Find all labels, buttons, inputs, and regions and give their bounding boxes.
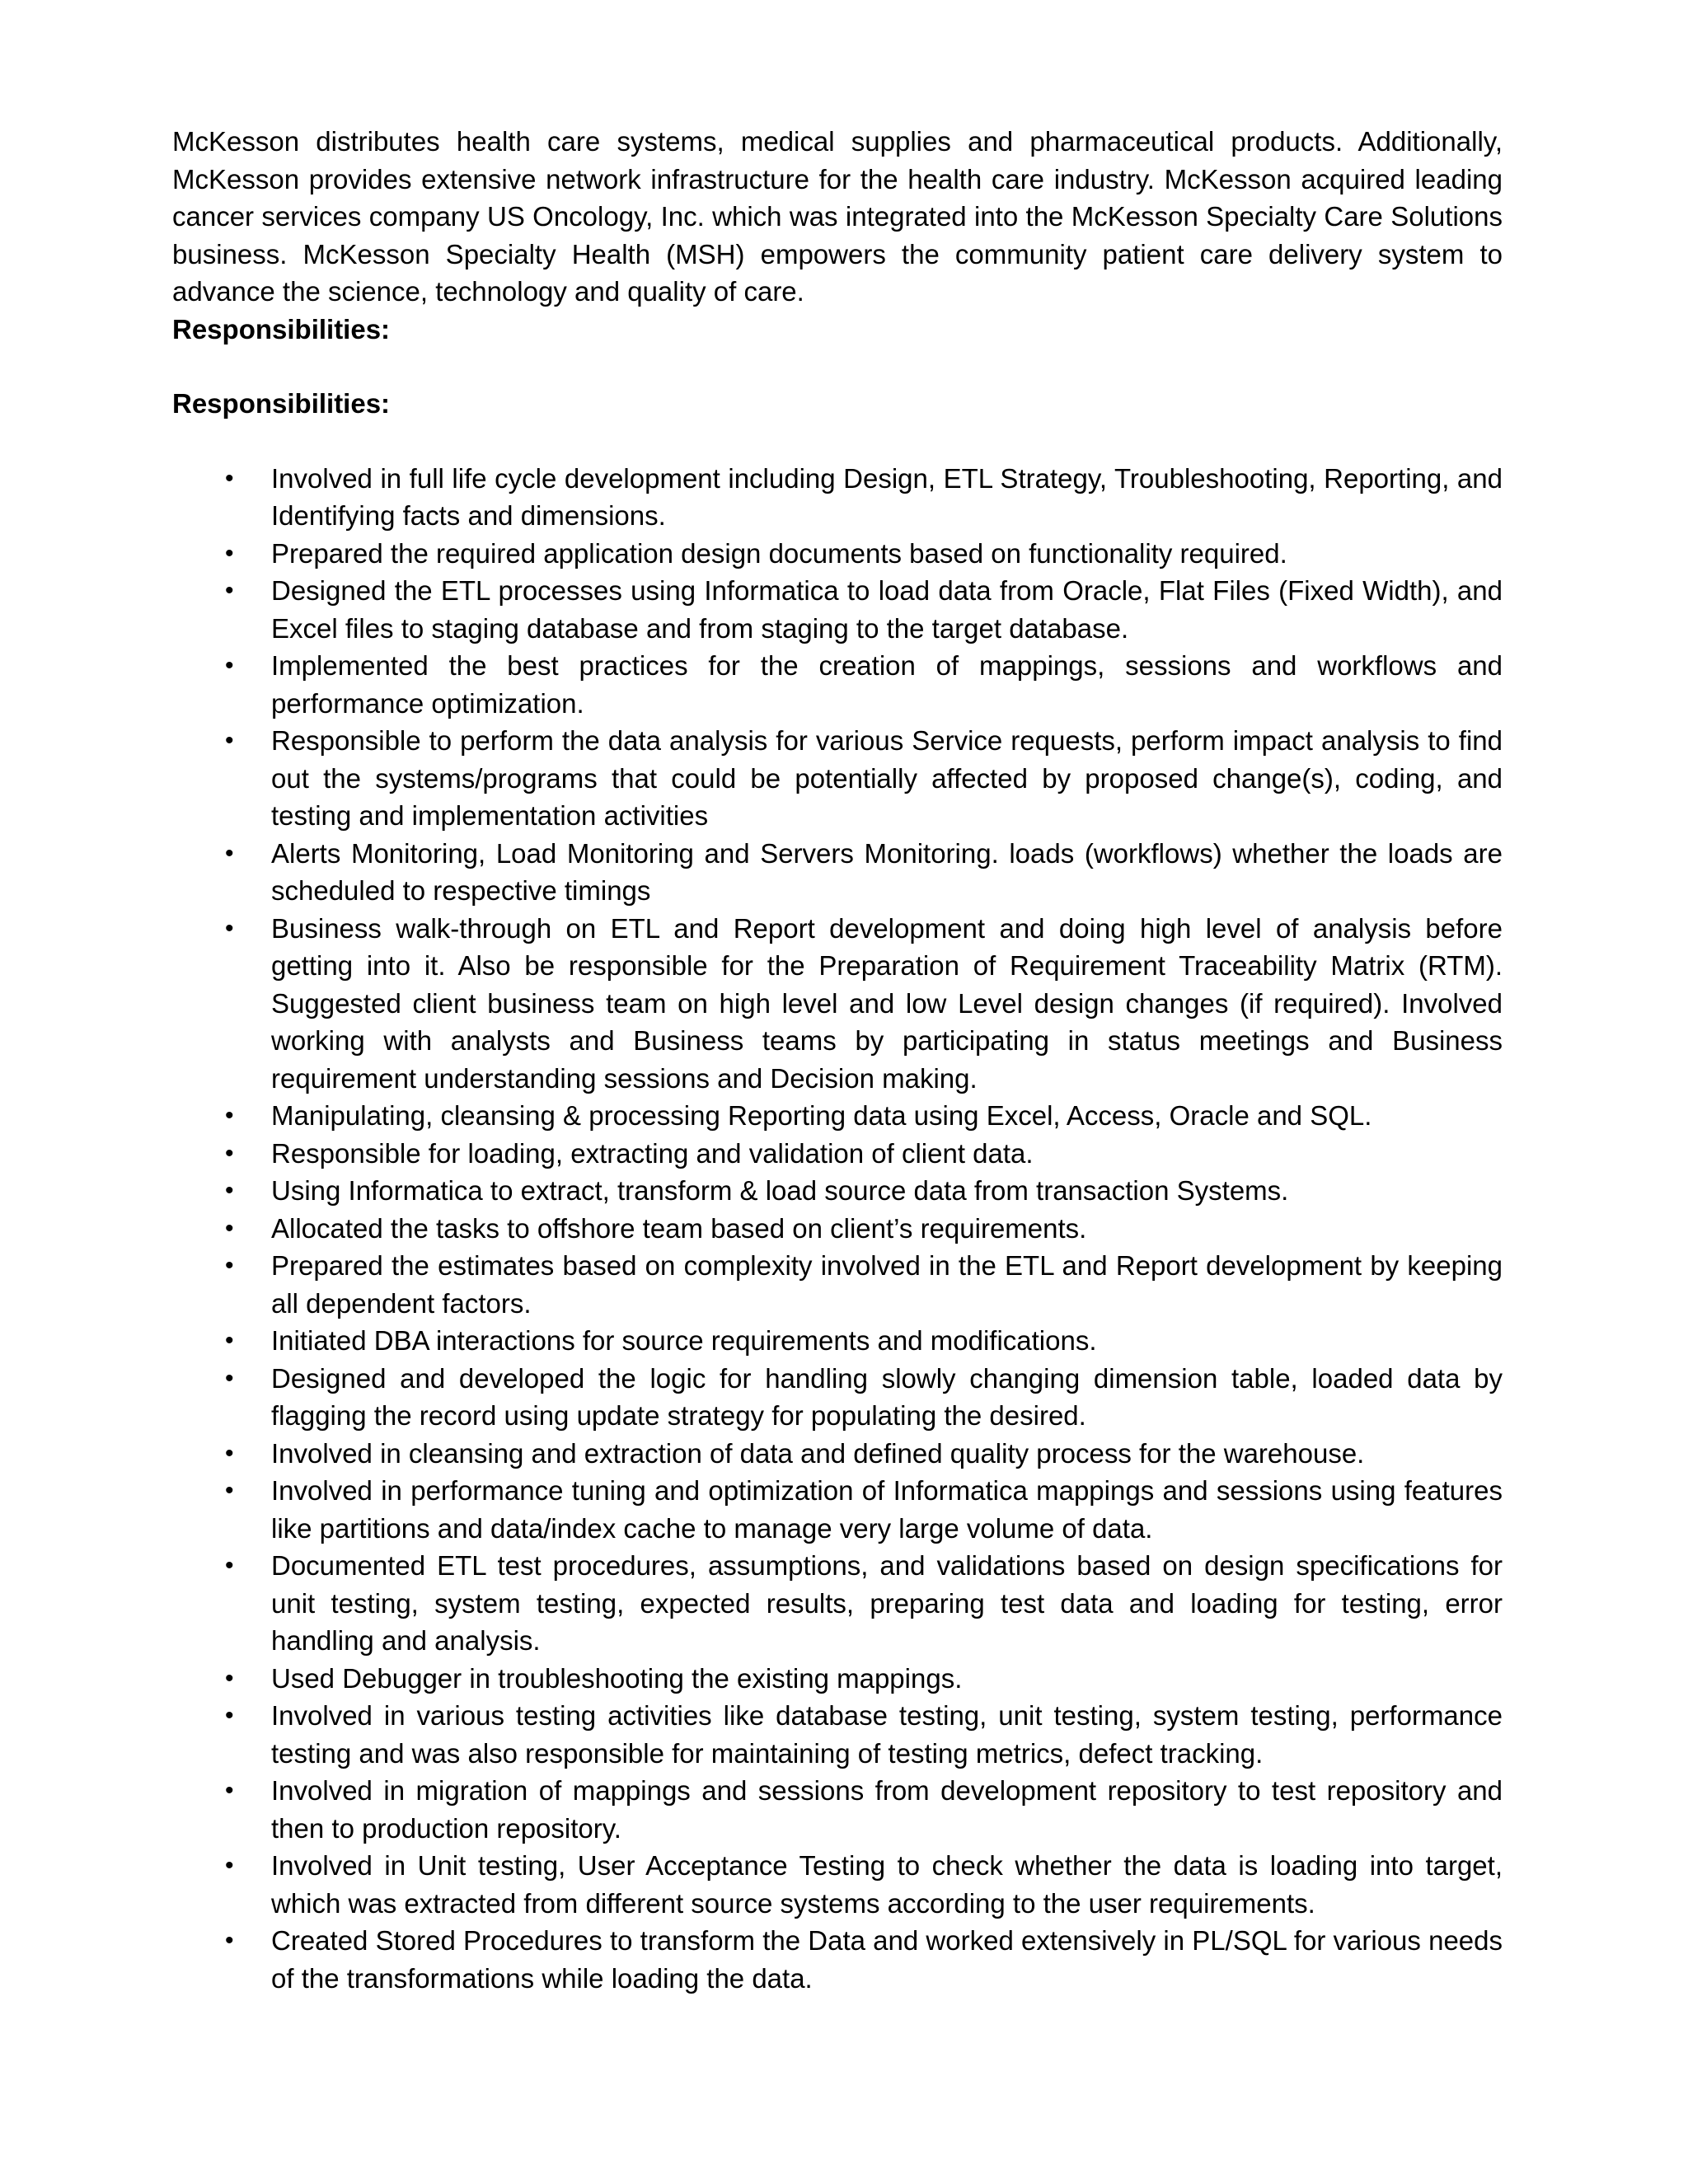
- list-item-text: Used Debugger in troubleshooting the existing mappings.: [271, 1662, 963, 1694]
- responsibilities-heading-repeat: Responsibilities:: [172, 388, 391, 419]
- list-item: [172, 910, 1503, 1098]
- bullet-icon: •: [225, 1702, 234, 1729]
- list-item: [172, 1772, 1503, 1847]
- list-item-text: Created Stored Procedures to transform the Data and worked extensively in PL/SQL for various needs of the transformations while loading the data.: [271, 1925, 1503, 1994]
- bullet-icon: •: [225, 1252, 234, 1279]
- list-item-text: Involved in cleansing and extraction of data and defined quality process for the warehouse.: [271, 1437, 1365, 1469]
- responsibilities-list: [172, 460, 1503, 1998]
- list-item-text: Business walk-through on ETL and Report development and doing high level of analysis before getting into it. Also be responsible for the Preparation of Requirement Traceability Matrix (RTM). Suggested client business team on high level and low Level design changes (if required). Involved working with analysts and Business teams by participating in status meetings and Business requirement understanding sessions and Decision making.: [271, 912, 1503, 1094]
- list-item-text: Alerts Monitoring, Load Monitoring and Servers Monitoring. loads (workflows) whether the loads are scheduled to respective timings: [271, 837, 1503, 906]
- bullet-icon: •: [225, 1327, 234, 1354]
- bullet-icon: •: [225, 1214, 234, 1242]
- bullet-icon: •: [225, 652, 234, 679]
- list-item: [172, 835, 1503, 910]
- list-item: [172, 1210, 1503, 1248]
- list-item-text: Responsible for loading, extracting and validation of client data.: [271, 1137, 1034, 1169]
- bullet-icon: •: [225, 577, 234, 604]
- list-item-text: Designed and developed the logic for handling slowly changing dimension table, loaded data by flagging the record using update strategy for populating the desired.: [271, 1362, 1503, 1431]
- document-content: [172, 123, 1503, 1997]
- list-item: [172, 1922, 1503, 1997]
- bullet-icon: •: [225, 1927, 234, 1954]
- list-item: [172, 1660, 1503, 1698]
- list-item-text: Involved in migration of mappings and sessions from development repository to test repository and then to production repository.: [271, 1775, 1503, 1844]
- responsibilities-heading: Responsibilities:: [172, 313, 391, 344]
- list-item-text: Allocated the tasks to offshore team based on client’s requirements.: [271, 1212, 1087, 1244]
- list-item-text: Involved in full life cycle development including Design, ETL Strategy, Troubleshooting, Reporting, and Identifying facts and dimensions.: [271, 462, 1503, 531]
- list-item: [172, 572, 1503, 647]
- list-item: [172, 1097, 1503, 1135]
- list-item: [172, 1172, 1503, 1210]
- bullet-icon: •: [225, 1552, 234, 1579]
- bullet-icon: •: [225, 1777, 234, 1804]
- bullet-icon: •: [225, 539, 234, 567]
- list-item-text: Prepared the estimates based on complexity involved in the ETL and Report development by keeping all dependent factors.: [271, 1250, 1503, 1319]
- bullet-icon: •: [225, 839, 234, 867]
- list-item-text: Prepared the required application design documents based on functionality required.: [271, 537, 1287, 569]
- list-item-text: Implemented the best practices for the creation of mappings, sessions and workflows and performance optimization.: [271, 650, 1503, 719]
- bullet-icon: •: [225, 1439, 234, 1467]
- bullet-icon: •: [225, 1177, 234, 1204]
- bullet-icon: •: [225, 1139, 234, 1167]
- list-item: [172, 647, 1503, 722]
- list-item: [172, 1847, 1503, 1922]
- bullet-icon: •: [225, 1102, 234, 1129]
- list-item-text: Using Informatica to extract, transform & load source data from transaction Systems.: [271, 1175, 1289, 1206]
- list-item-text: Responsible to perform the data analysis for various Service requests, perform impact analysis to find out the systems/programs that could be potentially affected by proposed change(s), coding, and testing and implementation activities: [271, 725, 1503, 831]
- list-item: [172, 1547, 1503, 1660]
- bullet-icon: •: [225, 727, 234, 754]
- list-item: [172, 1360, 1503, 1435]
- bullet-icon: •: [225, 1477, 234, 1504]
- list-item-text: Involved in Unit testing, User Acceptance Testing to check whether the data is loading into target, which was extracted from different source systems according to the user requirements.: [271, 1850, 1503, 1919]
- bullet-icon: •: [225, 464, 234, 492]
- list-item: [172, 722, 1503, 835]
- bullet-icon: •: [225, 1852, 234, 1879]
- list-item: [172, 1697, 1503, 1772]
- list-item: [172, 535, 1503, 573]
- list-item-text: Initiated DBA interactions for source requirements and modifications.: [271, 1325, 1097, 1356]
- list-item: [172, 1322, 1503, 1360]
- list-item-text: Manipulating, cleansing & processing Reporting data using Excel, Access, Oracle and SQL.: [271, 1100, 1372, 1131]
- list-item-text: Designed the ETL processes using Informatica to load data from Oracle, Flat Files (Fixed Width), and Excel files to staging database and from staging to the target database.: [271, 575, 1503, 644]
- list-item: [172, 1472, 1503, 1547]
- bullet-icon: •: [225, 1364, 234, 1392]
- list-item: [172, 1247, 1503, 1322]
- bullet-icon: •: [225, 914, 234, 942]
- list-item-text: Documented ETL test procedures, assumptions, and validations based on design specifications for unit testing, system testing, expected results, preparing test data and loading for testing, error handling and analysis.: [271, 1550, 1503, 1656]
- bullet-icon: •: [225, 1664, 234, 1692]
- list-item-text: Involved in various testing activities like database testing, unit testing, system testing, performance testing and was also responsible for maintaining of testing metrics, defect tracking.: [271, 1700, 1503, 1769]
- list-item: [172, 1435, 1503, 1473]
- list-item: [172, 460, 1503, 535]
- list-item: [172, 1135, 1503, 1173]
- list-item-text: Involved in performance tuning and optimization of Informatica mappings and sessions using features like partitions and data/index cache to manage very large volume of data.: [271, 1475, 1503, 1544]
- intro-paragraph: McKesson distributes health care systems, medical supplies and pharmaceutical products. Additionally, McKesson provides extensive network infrastructure for the health care industry. McKesson acquired leading cancer services company US Oncology, Inc. which was integrated into the McKesson Specialty Care Solutions business. McKesson Specialty Health (MSH) empowers the community patient care delivery system to advance the science, technology and quality of care.: [172, 126, 1503, 307]
